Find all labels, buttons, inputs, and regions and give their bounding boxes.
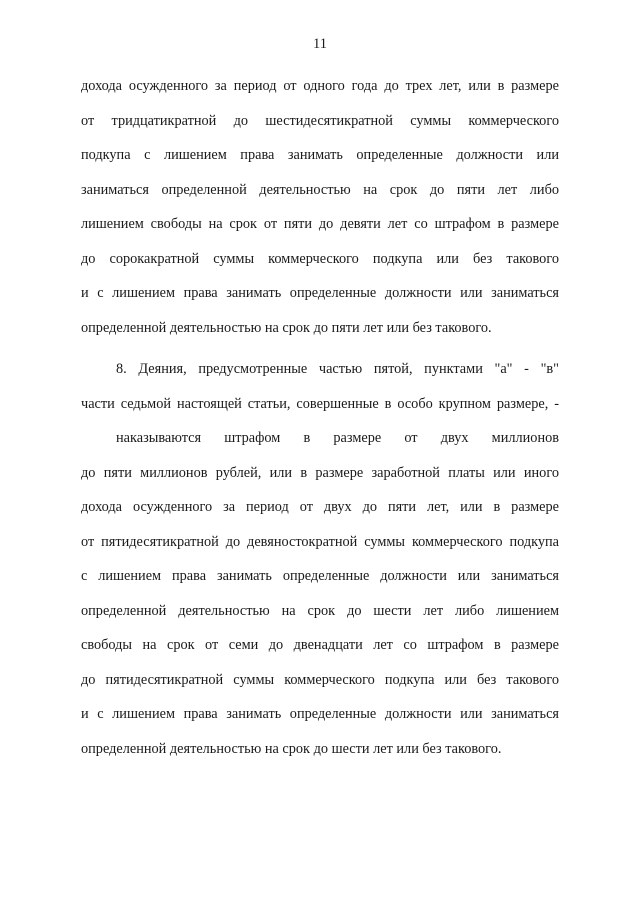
- paragraph-2: [81, 357, 559, 426]
- text-line: от тридцатикратной до шестидесятикратной суммы коммерческого: [81, 112, 559, 129]
- paragraph-gap: [81, 350, 559, 357]
- text-line: подкупа с лишением права занимать определенные должности или: [81, 147, 559, 163]
- paragraph-3: [81, 426, 559, 771]
- text-line: свободы на срок от семи до двенадцати лет со штрафом в размере: [81, 637, 559, 653]
- text-line: заниматься определенной деятельностью на срок до пяти лет либо: [81, 181, 559, 198]
- document-body: [81, 74, 559, 771]
- text-line: лишением свободы на срок от пяти до девяти лет со штрафом в размере: [81, 216, 559, 232]
- text-line: и с лишением права занимать определенные должности или заниматься: [81, 706, 559, 722]
- text-line: 8. Деяния, предусмотренные частью пятой, пунктами "а" - "в": [116, 361, 559, 377]
- text-line: до пяти миллионов рублей, или в размере заработной платы или иного: [81, 464, 559, 481]
- text-line: определенной деятельностью на срок до шести лет или без такового.: [81, 740, 502, 757]
- text-line: и с лишением права занимать определенные должности или заниматься: [81, 285, 559, 301]
- text-line: до пятидесятикратной суммы коммерческого подкупа или без такового: [81, 671, 559, 688]
- text-line: от пятидесятикратной до девяностократной суммы коммерческого подкупа: [81, 533, 559, 550]
- text-line: определенной деятельностью на срок до пяти лет или без такового.: [81, 319, 492, 336]
- text-line: определенной деятельностью на срок до шести лет либо лишением: [81, 602, 559, 619]
- text-line: до сорокакратной суммы коммерческого подкупа или без такового: [81, 250, 559, 267]
- page-number: 11: [313, 36, 327, 52]
- text-line: дохода осужденного за период от одного года до трех лет, или в размере: [81, 78, 559, 94]
- text-line: дохода осужденного за период от двух до пяти лет, или в размере: [81, 499, 559, 515]
- text-line: части седьмой настоящей статьи, совершенные в особо крупном размере, -: [81, 395, 559, 412]
- paragraph-1: [81, 74, 559, 350]
- text-line: наказываются штрафом в размере от двух миллионов: [116, 430, 559, 446]
- text-line: с лишением права занимать определенные должности или заниматься: [81, 568, 559, 584]
